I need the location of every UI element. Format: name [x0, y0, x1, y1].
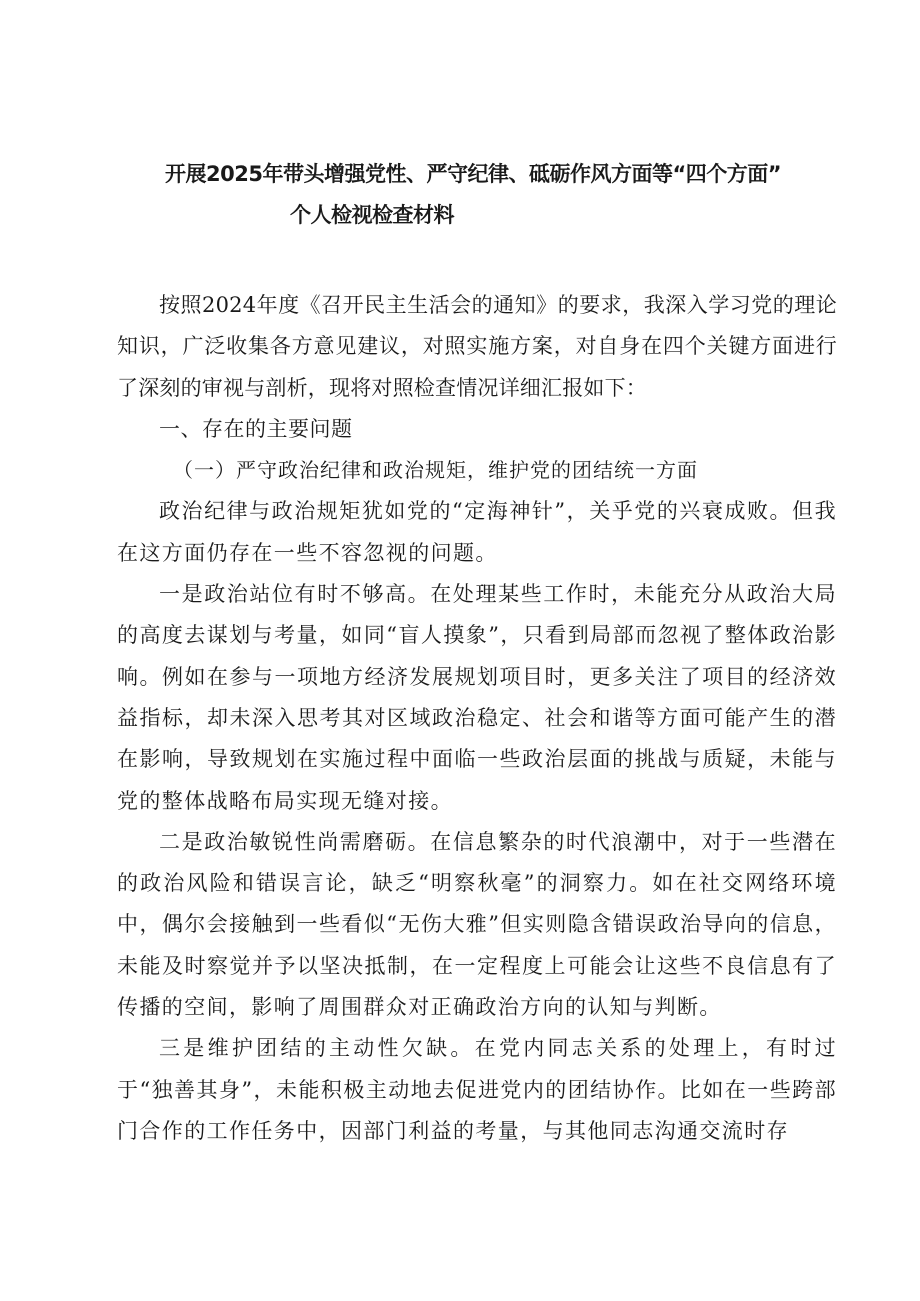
intro-paragraph: 按照2024年度《召开民主生活会的通知》的要求，我深入学习党的理论知识，广泛收集各方意见建议，对照实施方案，对自身在四个关键方面进行了深刻的审视与剖析，现将对照检查情况详细汇报如下：: [117, 293, 837, 400]
section-heading-problems: 一、存在的主要问题: [159, 416, 353, 441]
paragraph-political-standing: 一是政治站位有时不够高。在处理某些工作时，未能充分从政治大局的高度去谋划与考量，如同“盲人摸象”，只看到局部而忽视了整体政治影响。例如在参与一项地方经济发展规划项目时，更多关注了项目的经济效益指标，却未深入思考其对区域政治稳定、社会和谐等方面可能产生的潜在影响，导致规划在实施过程中面临一些政治层面的挑战与质疑，未能与党的整体战略布局实现无缝对接。: [117, 582, 837, 813]
subsection-heading-political-discipline: （一）严守政治纪律和政治规矩，维护党的团结统一方面: [173, 458, 698, 483]
paragraph-political-discipline-intro: 政治纪律与政治规矩犹如党的“定海神针”，关乎党的兴衰成败。但我在这方面仍存在一些不容忽视的问题。: [117, 499, 837, 565]
document-title-line-2: 个人检视检查材料: [290, 203, 454, 227]
document-title-line-1: 开展2025年带头增强党性、严守纪律、砥砺作风方面等“四个方面”: [165, 162, 782, 186]
document-body: [117, 285, 837, 1152]
paragraph-political-sensitivity: 二是政治敏锐性尚需磨砺。在信息繁杂的时代浪潮中，对于一些潜在的政治风险和错误言论，缺乏“明察秋毫”的洞察力。如在社交网络环境中，偶尔会接触到一些看似“无伤大雅”但实则隐含错误政治导向的信息，未能及时察觉并予以坚决抵制，在一定程度上可能会让这些不良信息有了传播的空间，影响了周围群众对正确政治方向的认知与判断。: [117, 829, 837, 1020]
paragraph-unity-initiative: 三是维护团结的主动性欠缺。在党内同志关系的处理上，有时过于“独善其身”，未能积极主动地去促进党内的团结协作。比如在一些跨部门合作的工作任务中，因部门利益的考量，与其他同志沟通交流时存: [117, 1036, 837, 1143]
